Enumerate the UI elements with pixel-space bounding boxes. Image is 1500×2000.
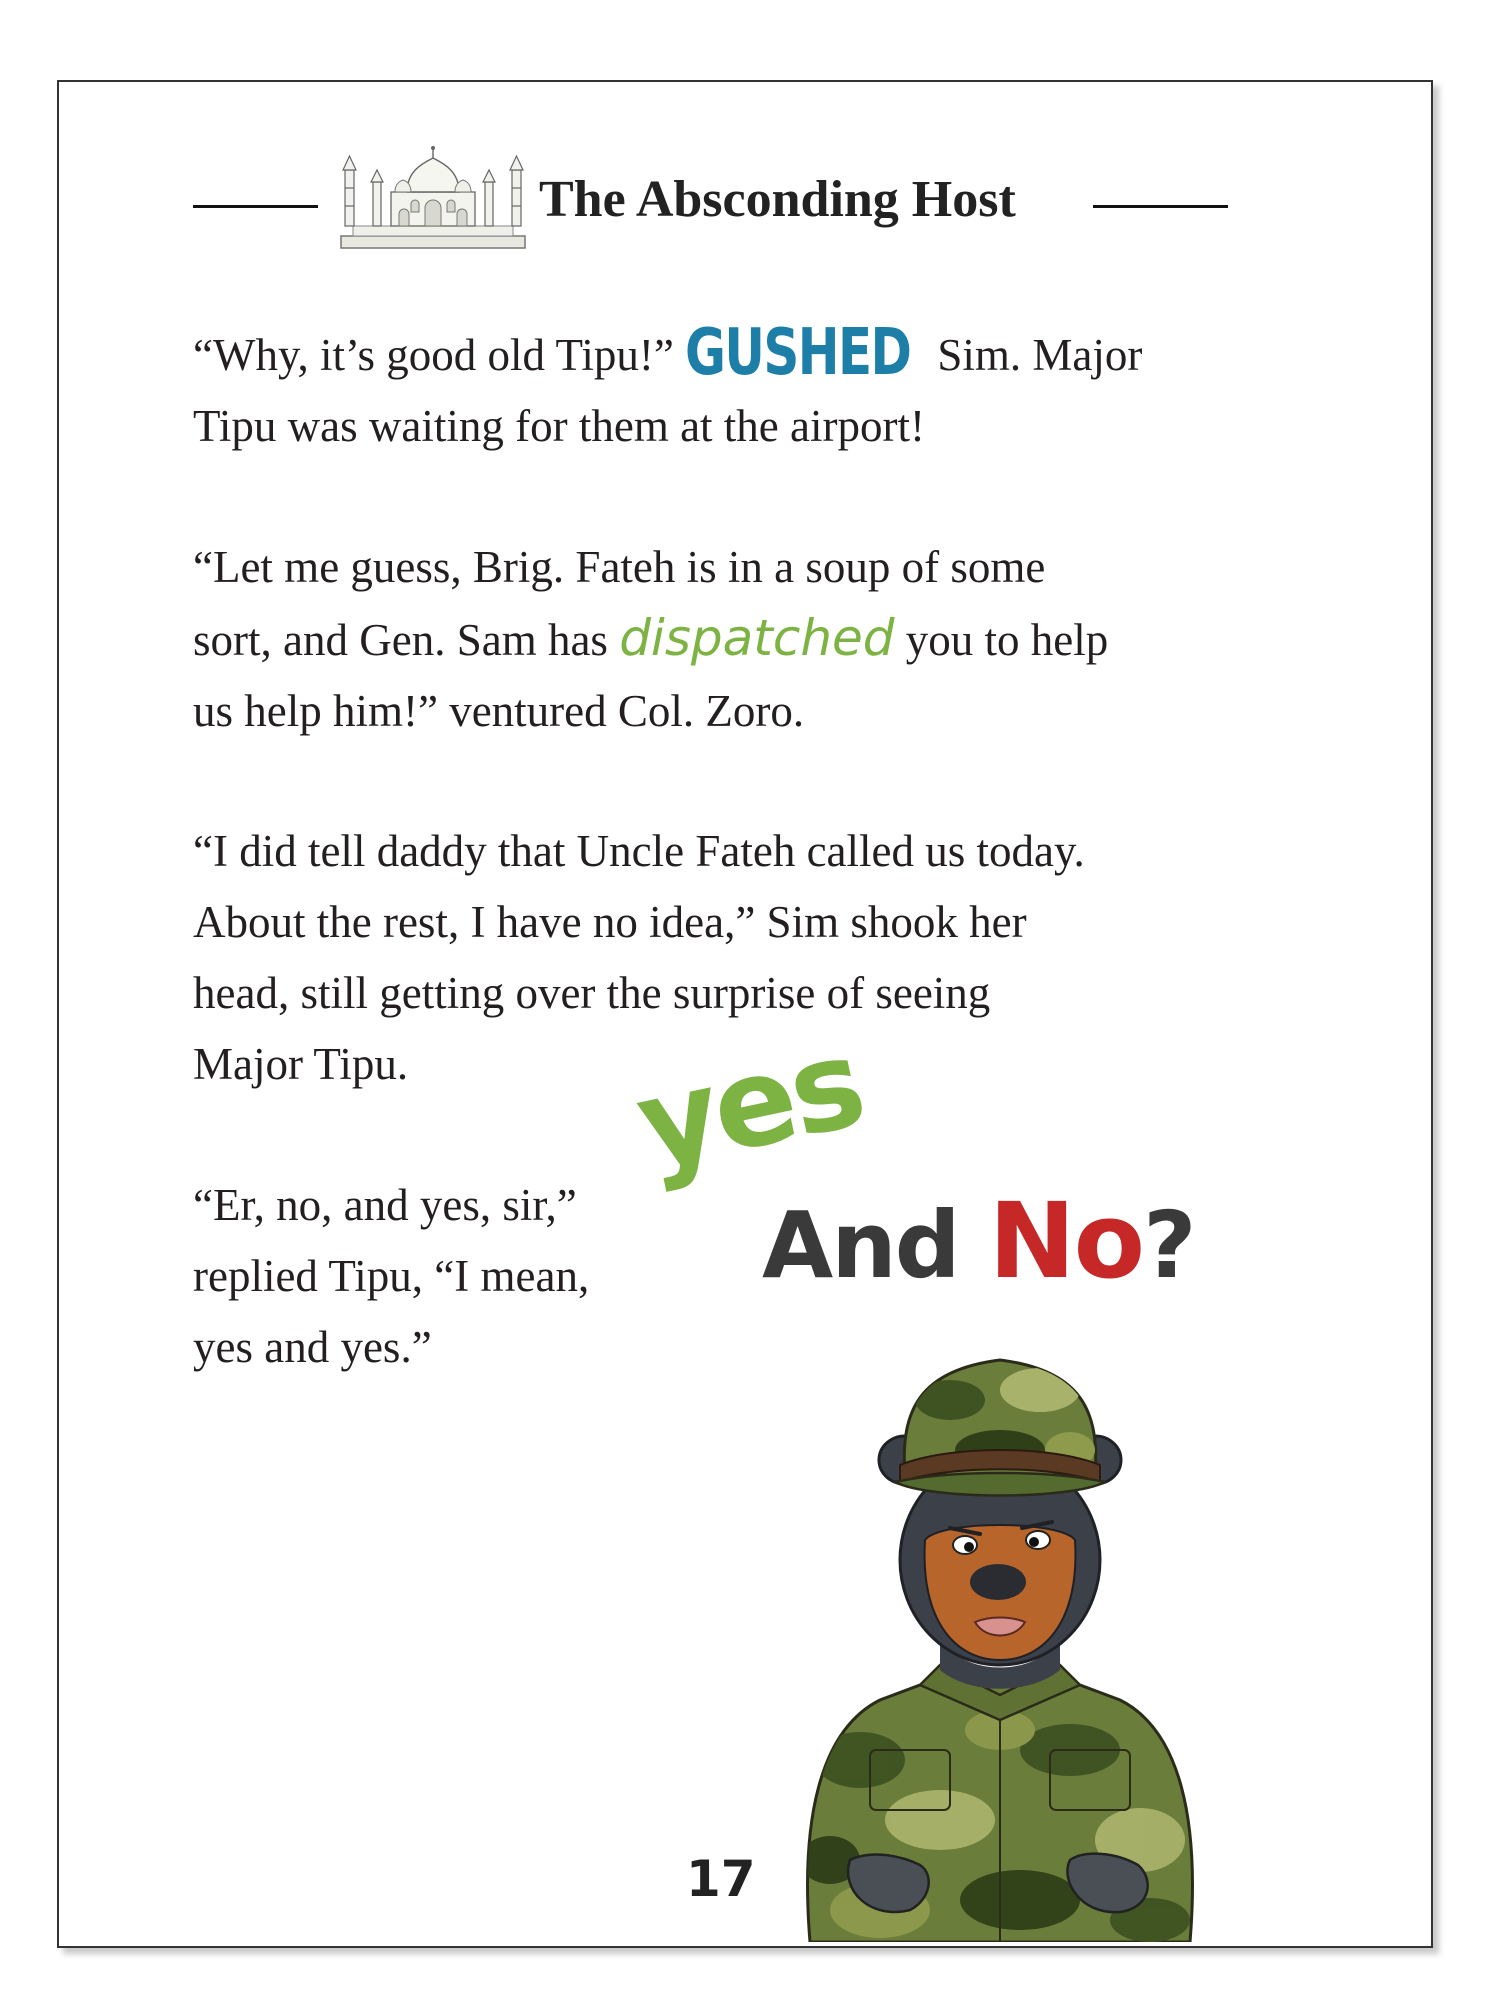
p4-line2: replied Tipu, “I mean, <box>193 1251 590 1301</box>
p2-line2-before: sort, and Gen. Sam has <box>193 615 620 665</box>
paragraph-2 <box>193 532 1108 747</box>
gushed-word: GUSHED <box>685 316 911 390</box>
header-rule-left <box>193 205 318 208</box>
no-art-word: No <box>988 1180 1144 1302</box>
p3-line1: “I did tell daddy that Uncle Fateh called us today. <box>193 826 1085 876</box>
p3-line2: About the rest, I have no idea,” Sim shook her <box>193 897 1027 947</box>
p2-line1: “Let me guess, Brig. Fateh is in a soup of some <box>193 542 1046 592</box>
taj-mahal-icon <box>333 140 533 255</box>
and-art-word: And <box>762 1192 959 1299</box>
paragraph-1 <box>193 318 1142 462</box>
p2-line2-after: you to help <box>894 615 1109 665</box>
bear-soldier-icon <box>770 1300 1230 1942</box>
dispatched-word: dispatched <box>619 609 895 667</box>
yes-art-text: yes <box>625 1011 874 1197</box>
p1-text-after: Sim. Major <box>926 330 1143 380</box>
p4-line1: “Er, no, and yes, sir,” <box>193 1180 577 1230</box>
chapter-header <box>193 140 1233 255</box>
paragraph-4 <box>193 1170 589 1383</box>
p4-line3: yes and yes.” <box>193 1322 432 1372</box>
and-no-art-text <box>762 1180 1194 1302</box>
header-rule-right <box>1093 205 1228 208</box>
page-number: 17 <box>686 1850 756 1908</box>
question-mark-art: ? <box>1143 1192 1195 1299</box>
p3-line3: head, still getting over the surprise of seeing <box>193 968 991 1018</box>
chapter-title: The Absconding Host <box>539 171 1016 228</box>
p1-text-before: “Why, it’s good old Tipu!” <box>193 330 686 380</box>
p1-line2: Tipu was waiting for them at the airport! <box>193 401 925 451</box>
p3-line4: Major Tipu. <box>193 1039 409 1089</box>
p2-line3: us help him!” ventured Col. Zoro. <box>193 686 805 736</box>
